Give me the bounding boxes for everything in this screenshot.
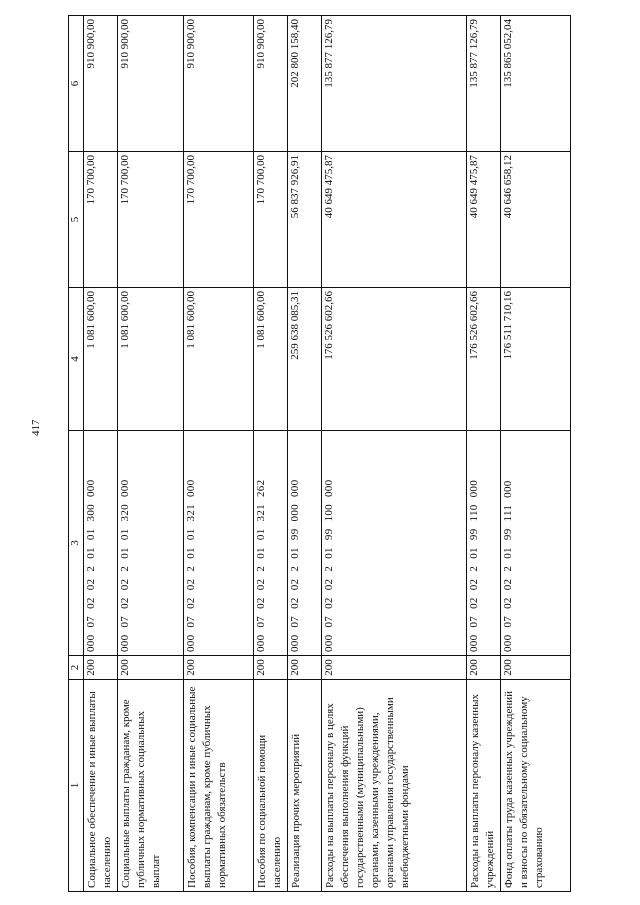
row-value-6: 910 900,00	[254, 16, 288, 152]
row-code: 000 07 02 02 2 01 01 321 262	[254, 431, 288, 656]
row-value-4: 1 081 600,00	[254, 288, 288, 431]
row-name: Расходы на выплаты персоналу в целях обеспечения выполнения функций государственными (муниципальными) органами, казенными учреждениями, органами управления государственными внебюджетными фондами	[322, 680, 467, 892]
row-value-5: 170 700,00	[254, 152, 288, 288]
row-value-6: 202 800 158,40	[288, 16, 322, 152]
row-value-5: 40 649 475,87	[322, 152, 467, 288]
row-value-5: 40 646 658,12	[501, 152, 571, 288]
row-code: 000 07 02 02 2 01 99 110 000	[467, 431, 501, 656]
header-col-2: 2	[69, 656, 84, 680]
row-value-6: 910 900,00	[84, 16, 118, 152]
row-name: Расходы на выплаты персоналу казенных учреждений	[467, 680, 501, 892]
row-code: 000 07 02 02 2 01 01 320 000	[118, 431, 184, 656]
row-value-4: 1 081 600,00	[84, 288, 118, 431]
row-value-4: 1 081 600,00	[184, 288, 254, 431]
row-code: 000 07 02 02 2 01 99 000 000	[288, 431, 322, 656]
row-name: Фонд оплаты труда казенных учреждений и взносы по обязательному социальному страхованию	[501, 680, 571, 892]
row-value-6: 910 900,00	[118, 16, 184, 152]
row-value-6: 910 900,00	[184, 16, 254, 152]
row-value-4: 1 081 600,00	[118, 288, 184, 431]
header-col-6: 6	[69, 16, 84, 152]
header-col-3: 3	[69, 431, 84, 656]
table-row	[322, 16, 467, 892]
table-row	[84, 16, 118, 892]
row-value-5: 170 700,00	[84, 152, 118, 288]
table-row	[467, 16, 501, 892]
row-value-4: 176 526 602,66	[467, 288, 501, 431]
row-col2: 200	[501, 656, 571, 680]
row-value-5: 170 700,00	[184, 152, 254, 288]
table-row	[184, 16, 254, 892]
header-col-4: 4	[69, 288, 84, 431]
row-value-4: 176 511 710,16	[501, 288, 571, 431]
row-col2: 200	[254, 656, 288, 680]
header-col-1: 1	[69, 680, 84, 892]
budget-table	[68, 15, 571, 892]
row-value-6: 135 865 052,04	[501, 16, 571, 152]
row-value-5: 170 700,00	[118, 152, 184, 288]
row-col2: 200	[467, 656, 501, 680]
row-name: Пособия по социальной помощи населению	[254, 680, 288, 892]
row-name: Пособия, компенсации и иные социальные выплаты гражданам, кроме публичных нормативных обязательств	[184, 680, 254, 892]
row-col2: 200	[84, 656, 118, 680]
table-row	[288, 16, 322, 892]
row-col2: 200	[118, 656, 184, 680]
row-value-6: 135 877 126,79	[322, 16, 467, 152]
table-row	[501, 16, 571, 892]
row-col2: 200	[184, 656, 254, 680]
row-name: Реализация прочих мероприятий	[288, 680, 322, 892]
row-code: 000 07 02 02 2 01 99 111 000	[501, 431, 571, 656]
table-row	[118, 16, 184, 892]
row-code: 000 07 02 02 2 01 99 100 000	[322, 431, 467, 656]
row-name: Социальные выплаты гражданам, кроме публичных нормативных социальных выплат	[118, 680, 184, 892]
row-col2: 200	[288, 656, 322, 680]
row-name: Социальное обеспечение и иные выплаты населению	[84, 680, 118, 892]
row-code: 000 07 02 02 2 01 01 300 000	[84, 431, 118, 656]
row-col2: 200	[322, 656, 467, 680]
row-value-4: 259 638 085,31	[288, 288, 322, 431]
row-value-6: 135 877 126,79	[467, 16, 501, 152]
row-value-5: 40 649 475,87	[467, 152, 501, 288]
header-row	[69, 16, 84, 892]
row-value-5: 56 837 926,91	[288, 152, 322, 288]
row-code: 000 07 02 02 2 01 01 321 000	[184, 431, 254, 656]
rotated-table-container	[68, 16, 605, 892]
header-col-5: 5	[69, 152, 84, 288]
page-number: 417	[30, 419, 42, 436]
row-value-4: 176 526 602,66	[322, 288, 467, 431]
table-row	[254, 16, 288, 892]
